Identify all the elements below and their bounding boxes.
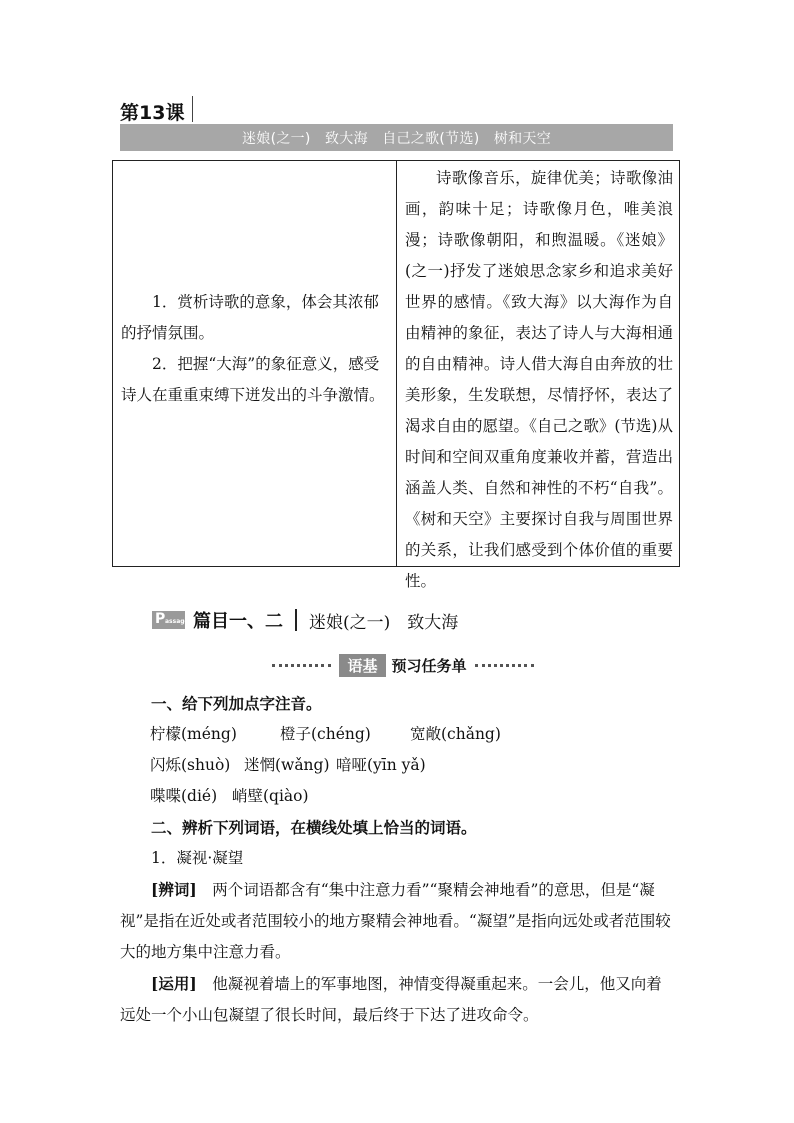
divider	[192, 96, 193, 122]
dotted-rule	[475, 664, 534, 667]
yunyong-tag: [运用]	[151, 974, 197, 993]
lesson-label: 第13课	[120, 102, 185, 124]
bianci-paragraph	[120, 874, 676, 968]
goals-table	[112, 160, 680, 590]
lesson-title-bar: 迷娘(之一) 致大海 自己之歌(节选) 树和天空	[120, 124, 673, 151]
pinyin-item: 喑哑(yīn yǎ)	[336, 756, 426, 774]
goals-intro-text: 诗歌像音乐，旋律优美；诗歌像油画，韵味十足；诗歌像月色，唯美浪漫；诗歌像朝阳，和煦温暖。《迷娘》(之一)抒发了迷娘思念家乡和追求美好世界的感情。《致大海》以大海作为自由精神的象征，表达了诗人与大海相通的自由精神。诗人借大海自由奔放的壮美形象，生发联想，尽情抒怀，表达了渴求自由的愿望。《自己之歌》(节选)从时间和空间双重角度兼收并蓄，营造出涵盖人类、自然和神性的不朽“自我”。《树和天空》主要探讨自我与周围世界的关系，让我们感受到个体价值的重要性。	[405, 169, 673, 590]
goals-left-cell	[113, 161, 397, 566]
pinyin-item: 峭壁(qiào)	[232, 787, 309, 805]
yunyong-paragraph	[120, 968, 676, 1031]
task-heading	[272, 654, 534, 677]
pinyin-item: 橙子(chéng)	[280, 725, 371, 743]
bianci-tag: [辨词]	[151, 880, 197, 899]
pinyin-item: 宽敞(chǎng)	[410, 725, 501, 743]
pinyin-item: 迷惘(wǎng)	[244, 756, 330, 774]
question-1: 一、给下列加点字注音。	[151, 694, 322, 713]
yunyong-text: 他凝视着墙上的军事地图，神情变得凝重起来。一会儿，他又向着远处一个小山包凝望了很长时间，最后终于下达了进攻命令。	[120, 975, 662, 1024]
pinyin-item: 闪烁(shuò)	[150, 756, 231, 774]
bianci-text: 两个词语都含有“集中注意力看”“聚精会神地看”的意思，但是“凝视”是指在近处或者范围较小的地方聚精会神地看。“凝望”是指向远处或者范围较大的地方集中注意力看。	[120, 881, 671, 961]
pinyin-item: 柠檬(méng)	[150, 725, 237, 743]
task-badge: 语基	[339, 654, 385, 677]
section-number: 篇目一、二	[193, 611, 283, 632]
dotted-rule	[272, 664, 331, 667]
item-heading: 1．凝视·凝望	[151, 849, 244, 867]
goal-item: 1．赏析诗歌的意象，体会其浓郁的抒情氛围。	[121, 293, 379, 342]
pinyin-item: 喋喋(dié)	[150, 787, 218, 805]
pinyin-row	[150, 719, 676, 750]
passage-logo-icon: P assage	[152, 611, 185, 629]
section-heading	[152, 607, 458, 633]
question-2: 二、辨析下列词语，在横线处填上恰当的词语。	[151, 818, 477, 837]
pinyin-row	[150, 750, 676, 781]
goals-right-cell	[397, 161, 679, 590]
divider	[295, 609, 297, 631]
task-title: 预习任务单	[391, 657, 467, 675]
pinyin-row	[150, 781, 676, 812]
section-title: 迷娘(之一) 致大海	[309, 612, 459, 633]
goal-item: 2．把握“大海”的象征意义，感受诗人在重重束缚下迸发出的斗争激情。	[121, 355, 385, 404]
exercise-body	[120, 688, 676, 1031]
